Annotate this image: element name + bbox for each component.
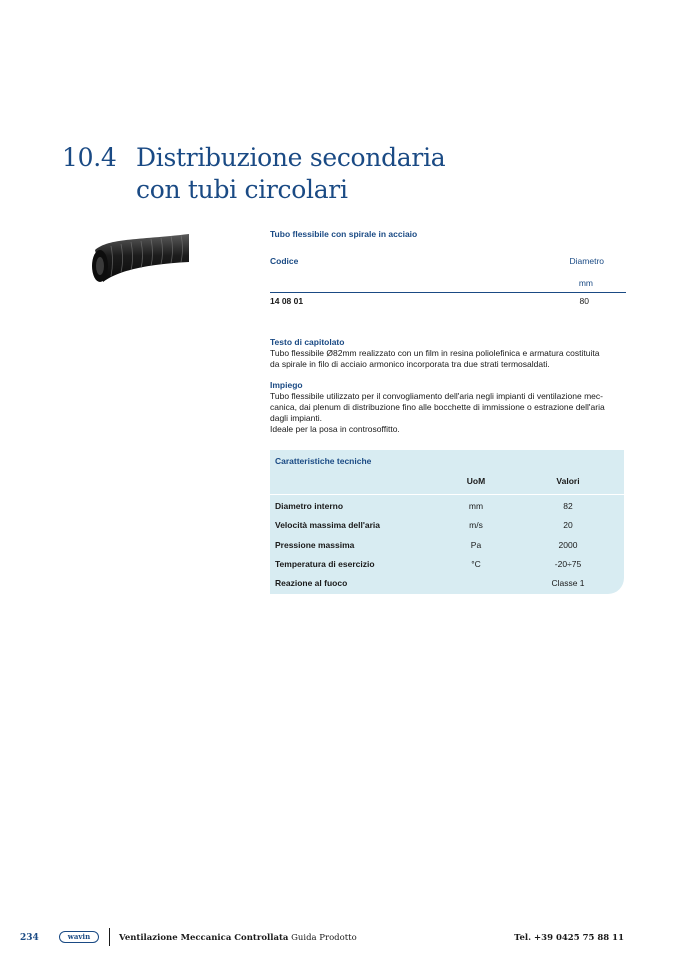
spec-uom: °C: [471, 559, 481, 569]
spec-value: Classe 1: [551, 578, 585, 588]
spec-uom: mm: [468, 501, 484, 511]
product-code: 14 08 01: [270, 296, 304, 306]
specification-section: [270, 337, 626, 370]
table-row: [270, 559, 624, 571]
spec-label: Pressione massima: [275, 540, 355, 550]
page-footer: [0, 926, 677, 948]
table-row: [270, 501, 624, 513]
footer-divider: [109, 928, 110, 946]
page-number: 234: [20, 933, 39, 943]
page-title: [62, 142, 445, 206]
spec-label: Velocità massima dell'aria: [275, 520, 381, 530]
spec-value: 20: [563, 520, 573, 530]
section-number: 10.4: [62, 143, 117, 172]
document-title: [119, 933, 357, 943]
technical-heading: Caratteristiche tecniche: [275, 456, 372, 466]
spec-label: Diametro interno: [275, 501, 344, 511]
product-diameter: 80: [579, 296, 589, 306]
product-title: Tubo flessibile con spirale in acciaio: [270, 229, 418, 239]
usage-line: Ideale per la posa in controsoffitto.: [270, 424, 400, 434]
spec-value: 82: [563, 501, 573, 511]
document-subtitle: Guida Prodotto: [291, 933, 357, 943]
diameter-unit: mm: [578, 278, 593, 288]
section-title-line2: con tubi circolari: [136, 175, 348, 204]
technical-characteristics-panel: [270, 450, 624, 594]
section-title-line1: Distribuzione secondaria: [136, 143, 446, 172]
document-title-main: Ventilazione Meccanica Controllata: [119, 933, 289, 943]
specification-line: Tubo flessibile Ø82mm realizzato con un film in resina poliolefinica e armatura costituita: [270, 348, 600, 358]
specification-line: da spirale in filo di acciaio armonico incorporata tra due strati termosaldati.: [270, 359, 550, 369]
values-column-header: Valori: [556, 476, 580, 486]
spec-label: Temperatura di esercizio: [275, 559, 375, 569]
flexible-duct-photo: [89, 226, 191, 284]
table-row: [270, 540, 624, 552]
spec-uom: Pa: [470, 540, 482, 550]
code-table-header: [270, 256, 626, 293]
uom-column-header: UoM: [466, 476, 486, 486]
diameter-column-header: Diametro: [569, 256, 604, 266]
table-row: [270, 520, 624, 532]
phone-number: Tel. +39 0425 75 88 11: [514, 933, 624, 943]
usage-heading: Impiego: [270, 380, 303, 390]
usage-line: Tubo flessibile utilizzato per il convogliamento dell'aria negli impianti di ventilazione mec-: [270, 391, 603, 401]
spec-label: Reazione al fuoco: [275, 578, 348, 588]
table-row: [270, 578, 624, 590]
spec-uom: m/s: [469, 520, 483, 530]
spec-value: 2000: [558, 540, 578, 550]
wavin-logo: wavin: [59, 931, 99, 943]
specification-heading: Testo di capitolato: [270, 337, 345, 347]
header-divider: [270, 494, 624, 495]
spec-value: -20÷75: [554, 559, 582, 569]
usage-section: [270, 380, 626, 435]
code-column-header: Codice: [270, 256, 299, 266]
usage-line: canica, dai plenum di distribuzione fino alle bocchette di immissione o estrazione dell'aria: [270, 402, 605, 412]
usage-line: dagli impianti.: [270, 413, 322, 423]
